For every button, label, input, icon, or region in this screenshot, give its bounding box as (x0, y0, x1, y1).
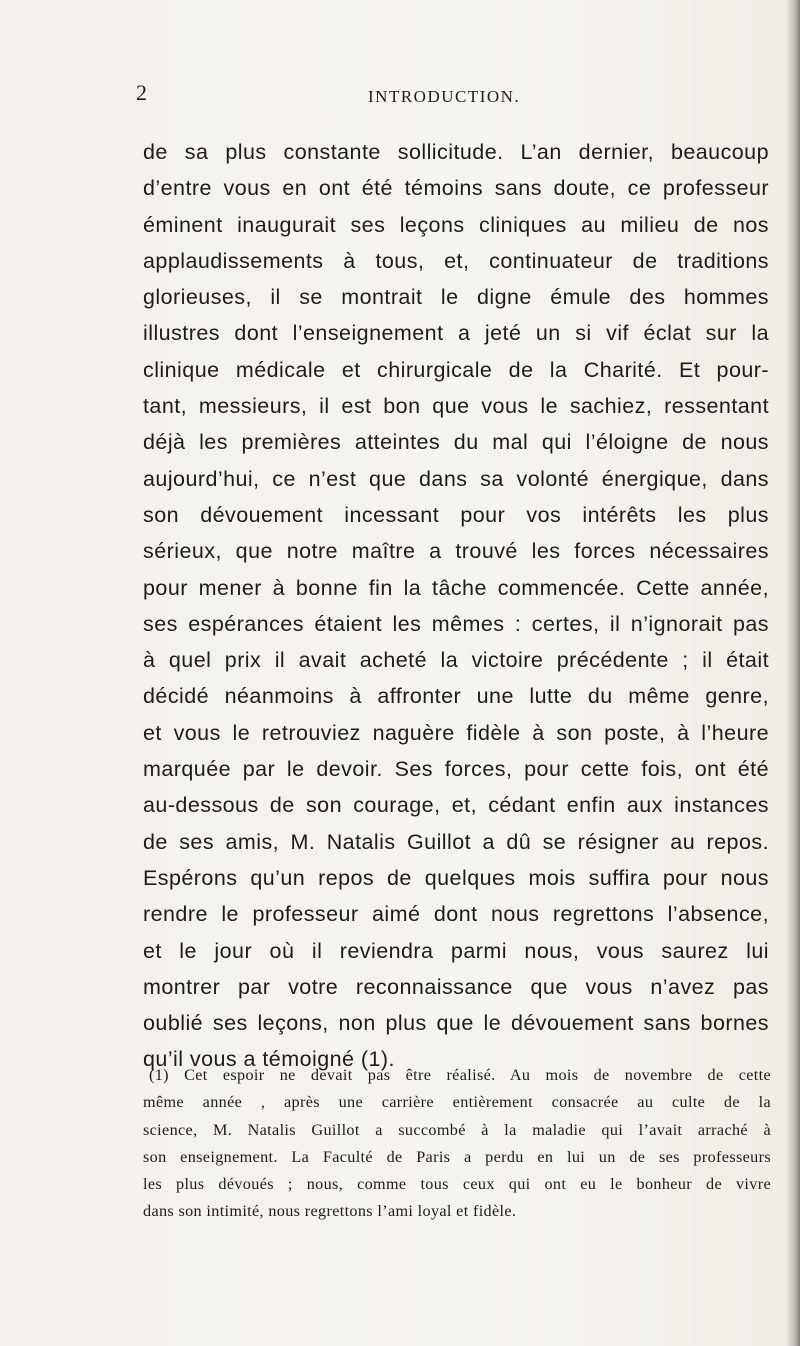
page-edge-shadow (786, 0, 800, 1346)
body-line: d’entre vous en ont été témoins sans doute, ce professeur (143, 176, 769, 201)
body-line: éminent inaugurait ses leçons cliniques au milieu de nos (143, 212, 769, 237)
footnote (143, 1062, 771, 1226)
body-line: à quel prix il avait acheté la victoire précédente ; il était (143, 648, 769, 673)
body-line: et vous le retrouviez naguère fidèle à son poste, à l’heure (143, 720, 769, 745)
body-line: Espérons qu’un repos de quelques mois suffira pour nous (143, 865, 769, 890)
footnote-line: les plus dévoués ; nous, comme tous ceux qui ont eu le bonheur de vivre (143, 1175, 771, 1194)
body-line: illustres dont l’enseignement a jeté un si vif éclat sur la (143, 321, 769, 346)
body-line: pour mener à bonne fin la tâche commencée. Cette année, (143, 575, 769, 600)
body-paragraph (143, 134, 769, 1078)
body-line: applaudissements à tous, et, continuateur de traditions (143, 248, 769, 273)
footnote-line: même année , après une carrière entièrement consacrée au culte de la (143, 1093, 771, 1112)
body-line: et le jour où il reviendra parmi nous, vous saurez lui (143, 938, 769, 963)
body-line: montrer par votre reconnaissance que vous n’avez pas (143, 974, 769, 999)
body-line: sérieux, que notre maître a trouvé les forces nécessaires (143, 539, 769, 564)
page-number: 2 (136, 80, 147, 105)
body-line: déjà les premières atteintes du mal qui l’éloigne de nous (143, 430, 769, 455)
body-line: de sa plus constante sollicitude. L’an dernier, beaucoup (143, 140, 769, 164)
body-line: aujourd’hui, ce n’est que dans sa volonté énergique, dans (143, 466, 769, 491)
footnote-line: science, M. Natalis Guillot a succombé à la maladie qui l’avait arraché à (143, 1120, 771, 1139)
footnote-line: dans son intimité, nous regrettons l’ami loyal et fidèle. (143, 1202, 517, 1221)
body-line: de ses amis, M. Natalis Guillot a dû se résigner au repos. (143, 829, 769, 854)
page-header (0, 80, 800, 110)
body-line: ses espérances étaient les mêmes : certes, il n’ignorait pas (143, 611, 769, 636)
body-line: tant, messieurs, il est bon que vous le sachiez, ressentant (143, 394, 769, 419)
footnote-line: son enseignement. La Faculté de Paris a perdu en lui un de ses professeurs (143, 1147, 771, 1166)
footnote-line: (1) Cet espoir ne devait pas être réalisé. Au mois de novembre de cette (149, 1066, 771, 1084)
body-line: son dévouement incessant pour vos intérêts les plus (143, 502, 769, 527)
body-line: glorieuses, il se montrait le digne émule des hommes (143, 285, 769, 310)
body-line: oublié ses leçons, non plus que le dévouement sans bornes (143, 1011, 769, 1036)
body-line: qu’il vous a témoigné (1). (143, 1047, 395, 1072)
body-line: clinique médicale et chirurgicale de la Charité. Et pour- (143, 357, 769, 382)
body-line: marquée par le devoir. Ses forces, pour cette fois, ont été (143, 757, 769, 782)
body-line: rendre le professeur aimé dont nous regrettons l’absence, (143, 902, 769, 927)
body-line: décidé néanmoins à affronter une lutte du même genre, (143, 684, 769, 709)
running-head: INTRODUCTION. (368, 87, 521, 106)
body-line: au-dessous de son courage, et, cédant enfin aux instances (143, 793, 769, 818)
